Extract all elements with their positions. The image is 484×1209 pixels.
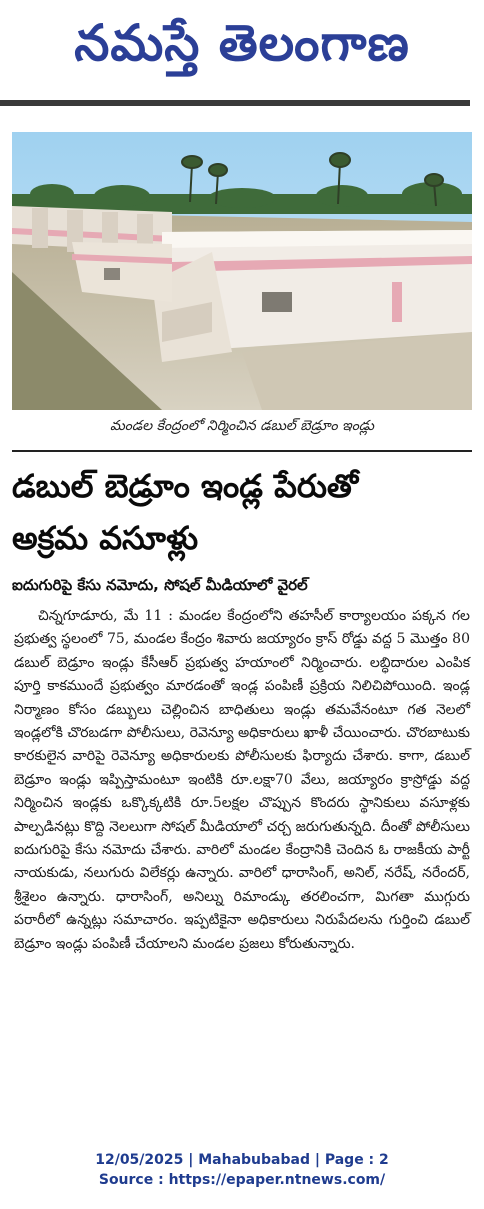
footer-source-link[interactable]: Source : https://epaper.ntnews.com/ [98, 1172, 386, 1188]
footer-edition-info: 12/05/2025 | Mahabubabad | Page : 2 [95, 1152, 389, 1168]
newspaper-logo: నమస్తే తెలంగాణ [74, 14, 410, 72]
article-body: చిన్నగూడూరు, మే 11 : మండల కేంద్రంలోని తహసీల్ కార్యాలయం పక్కన గల ప్రభుత్వ స్థలంలో 75, మండల కేంద్రం శివారు జయ్యారం క్రాస్ రోడ్డు వద్ద 5 మొత్తం 80 డబుల్ బెడ్రూం ఇండ్లు కేసీఆర్ ప్రభుత్వ హయాంలో నిర్మించారు. లబ్ధిదారుల ఎంపిక పూర్తి కాకముందే ప్రభుత్వం మారడంతో ఇండ్ల పంపిణీ ప్రక్రియ నిలిచిపోయింది. ఇండ్ల నిర్మాణం కోసం డబ్బులు చెల్లించిన బాధితులు ఇండ్లు తమవేనంటూ గత నెలలో ఇండ్లలోకి చొరబడగా పోలీసులు, రెవెన్యూ అధికారులు ఖాళీ చేయించారు. చొరబాటుకు కారకులైన వారిపై రెవెన్యూ అధికారులకు పోలీసులకు ఫిర్యాదు చేశారు. కాగా, డబుల్ బెడ్రూం ఇండ్లు ఇప్పిస్తామంటూ ఇంటికి రూ.లక్షా70 వేలు, జయ్యారం క్రాస్రోడ్డు వద్ద నిర్మించిన ఇండ్లకు ఒక్కొక్కటికి రూ.5లక్షల చొప్పున కొందరు స్థానికులు వసూళ్లకు పాల్పడినట్లు కొద్ది నెలలుగా సోషల్ మీడియాలో చర్చ జరుగుతున్నది. దీంతో పోలీసులు ఐదుగురిపై కేసు నమోదు చేశారు. వారిలో మండల కేంద్రానికి చెందిన ఓ రాజకీయ పార్టీ నాయకుడు, నలుగురు విలేకర్లు ఉన్నారు. వారిలో ధారాసింగ్, అనిల్, నరేష్, నరేందర్, శ్రీశైలం ఉన్నారు. ధారాసింగ్, అనిల్ను రిమాండ్కు తరలించగా, మిగతా ముగ్గురు పరారీలో ఉన్నట్లు సమాచారం. ఇప్పటికైనా అధికారులు నిరుపేదలను గుర్తించి డబుల్ బెడ్రూం ఇండ్లు పంపిణీ చేయాలని మండల ప్రజలు కోరుతున్నారు. [14, 608, 470, 952]
photo-caption: మండల కేంద్రంలో నిర్మించిన డబుల్ బెడ్రూం ఇండ్లు [109, 418, 375, 434]
masthead-divider [0, 100, 470, 106]
headline-line-1: డబుల్ బెడ్రూం ఇండ్ల పేరుతో [12, 467, 359, 505]
headline-line-2: అక్రమ వసూళ్లు [12, 519, 199, 557]
article-headline [12, 460, 472, 564]
article-photo [12, 132, 472, 410]
masthead [0, 0, 484, 100]
photo-caption-bar [12, 410, 472, 452]
page-footer [0, 1150, 484, 1190]
article-subheadline: ఐదుగురిపై కేసు నమోదు, సోషల్ మీడియాలో వైరల్ [12, 576, 308, 594]
houses-photo [12, 132, 472, 410]
